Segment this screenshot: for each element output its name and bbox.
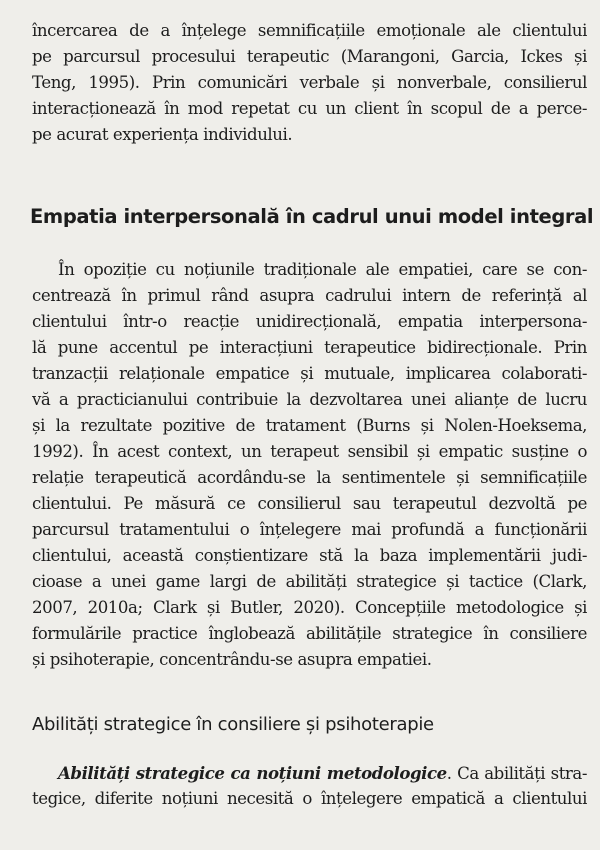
text-line: pe parcursul procesului terapeutic (Marangoni, Garcia, Ickes și [32, 47, 587, 66]
text-line: interacționează în mod repetat cu un client în scopul de a perce- [32, 99, 587, 118]
text-line: vă a practicianului contribuie la dezvoltarea unei alianțe de lucru [32, 390, 587, 409]
subsection-heading: Abilități strategice în consiliere și psihoterapie [32, 714, 434, 735]
text-line: încercarea de a înțelege semnificațiile emoționale ale clientului [32, 21, 587, 40]
text-line: tranzacții relaționale empatice și mutuale, implicarea colaborati- [32, 364, 587, 383]
text-line: relație terapeutică acordându-se la sentimentele și semnificațiile [32, 468, 587, 487]
paragraph-last [32, 760, 587, 812]
paragraph-top [32, 18, 587, 148]
text-line: tegice, diferite noțiuni necesită o înțelegere empatică a clientului [32, 789, 587, 808]
text-line: clientului într-o reacție unidirecțională, empatia interpersona- [32, 312, 587, 331]
text-line: cioase a unei game largi de abilități strategice și tactice (Clark, [32, 572, 587, 591]
text-line: 2007, 2010a; Clark și Butler, 2020). Concepțiile metodologice și [32, 598, 587, 617]
text-line: clientului. Pe măsură ce consilierul sau terapeutul dezvoltă pe [32, 494, 587, 513]
text-line: și la rezultate pozitive de tratament (Burns și Nolen-Hoeksema, [32, 416, 587, 435]
text-line: centrează în primul rând asupra cadrului intern de referință al [32, 286, 587, 305]
text-line: lă pune accentul pe interacțiuni terapeutice bidirecționale. Prin [32, 338, 587, 357]
text-line: Teng, 1995). Prin comunicări verbale și nonverbale, consilierul [32, 73, 587, 92]
section-heading: Empatia interpersonală în cadrul unui model integral [30, 205, 594, 228]
text-line [32, 760, 587, 786]
text-line: 1992). În acest context, un terapeut sensibil și empatic susține o [32, 442, 587, 461]
text-line: parcursul tratamentului o înțelegere mai profundă a funcționării [32, 520, 587, 539]
text-line: pe acurat experiența individului. [32, 125, 293, 144]
text-line: formulările practice înglobează abilitățile strategice în consiliere [32, 624, 587, 643]
text-line: clientului, această conștientizare stă la baza implementării judi- [32, 546, 587, 565]
paragraph-main [32, 257, 587, 673]
lead-phrase: Abilități strategice ca noțiuni metodologice [58, 763, 447, 783]
text-line: și psihoterapie, concentrându-se asupra empatiei. [32, 650, 432, 669]
lead-line-rest: . Ca abilități stra- [446, 764, 587, 783]
text-line: În opoziție cu noțiunile tradiționale ale empatiei, care se con- [58, 260, 587, 279]
